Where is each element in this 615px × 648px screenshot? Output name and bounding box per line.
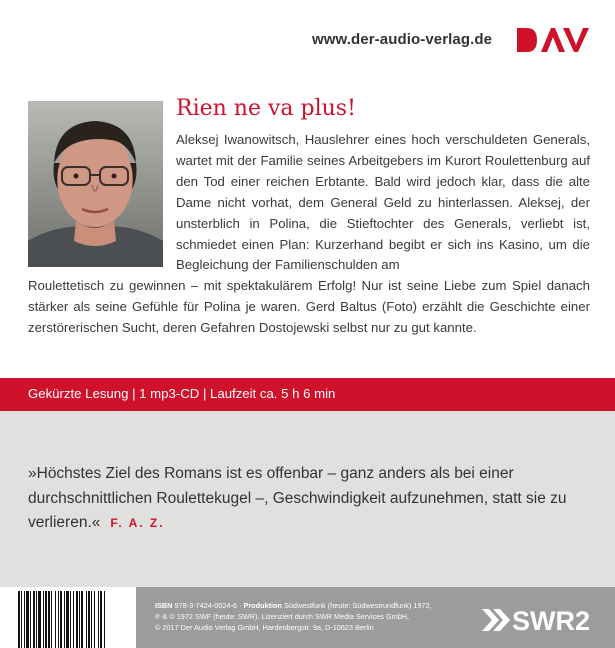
barcode-bar [100,591,102,648]
barcode-bar [51,591,52,648]
footer [0,587,615,648]
barcode [18,591,126,648]
barcode-bar [48,591,50,648]
description-text-continued: Roulettetisch zu gewinnen – mit spektakulärem Erfolg! Nur ist seine Liebe zum Spiel danach stärker als seine Gefühle für Polina je waren. Gerd Baltus (Foto) erzählt die Geschichte einer zerstörerischen Sucht, deren Gefahren Dostojewski selbst nur zu gut kannte. [28,278,590,335]
barcode-bar [43,591,44,648]
barcode-bar [88,591,90,648]
press-quote-section [0,411,615,587]
barcode-bar [55,591,56,648]
barcode-bar [30,591,31,648]
legal-line-3: © 2017 Der Audio Verlag GmbH, Hardenbergstr. 9a, D-10623 Berlin [155,623,374,633]
barcode-bar [33,591,35,648]
dav-logo [517,28,589,52]
product-info-bar [0,378,615,411]
barcode-bar [24,591,25,648]
barcode-bar [45,591,47,648]
barcode-bar [38,591,41,648]
barcode-bar [60,591,62,648]
product-info-text: Gekürzte Lesung | 1 mp3-CD | Laufzeit ca. 5 h 6 min [28,386,336,401]
barcode-bar [21,591,22,648]
barcode-bar [18,591,20,648]
barcode-bar [58,591,59,648]
barcode-bar [91,591,92,648]
isbn-number: 978-3-7424-0024-6 [174,601,237,610]
publisher-url[interactable]: www.der-audio-verlag.de [312,31,493,48]
barcode-bar [76,591,78,648]
barcode-bar [86,591,87,648]
barcode-bar [98,591,99,648]
legal-text [155,600,485,634]
barcode-bar [73,591,74,648]
press-quote [28,462,588,536]
barcode-bar [36,591,37,648]
barcode-bar [66,591,69,648]
press-quote-text: »Höchstes Ziel des Romans ist es offenbar – ganz anders als bei einer durchschnittlichen Roulettekugel –, Geschwindigkeit aufzunehmen, statt sie zu verlieren.« [28,465,567,531]
production-label: Produktion [243,601,282,610]
barcode-bar [70,591,71,648]
swr2-logo [482,605,592,635]
barcode-bar [64,591,65,648]
portrait-image [28,101,163,267]
swr-logo-text: SWR2 [512,606,591,635]
press-quote-source: F. A. Z. [110,516,165,530]
barcode-bar [104,591,105,648]
barcode-bar [79,591,80,648]
barcode-bar [26,591,29,648]
legal-line-1: ISBN 978-3-7424-0024-6 · Produktion Südwestfunk (heute: Südwestrundfunk) 1972, [155,601,432,610]
barcode-area [0,587,136,648]
barcode-bar [81,591,83,648]
isbn-label: ISBN [155,601,173,610]
description-text: Aleksej Iwanowitsch, Hauslehrer eines hoch verschuldeten Generals, wartet mit der Familie seines Arbeitgebers im Kurort Roulettenburg auf den Tod einer reichen Erbtante. Bald wird jedoch klar, dass die alte Dame nicht vorhat, dem General Geld zu hinterlassen. Aleksej, der unsterblich in Polina, die Stieftochter des Generals, verliebt ist, schmiedet einen Plan: Kurzerhand begibt er sich ins Kasino, um die Begleichung der Familienschulden am [176,132,590,273]
headline: Rien ne va plus! [176,96,356,121]
barcode-bar [94,591,95,648]
production-text: Südwestfunk (heute: Südwestrundfunk) 1972, [284,601,432,610]
narrator-photo [28,101,163,267]
legal-line-2: ℗ & © 1972 SWF (heute: SWR). Lizenziert durch SWR Media Services GmbH, [155,612,410,622]
